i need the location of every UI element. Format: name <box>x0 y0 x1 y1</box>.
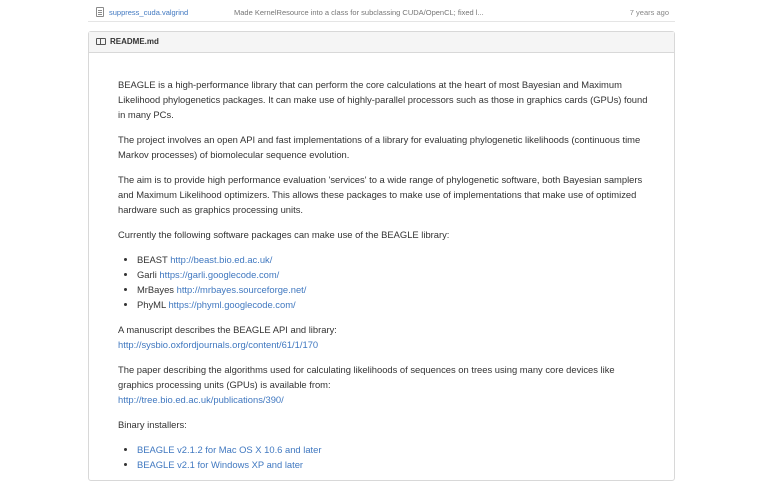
commit-age: 7 years ago <box>629 8 669 17</box>
paragraph-aim: The aim is to provide high performance evaluation 'services' to a wide range of phylogenetic software, both Bayesian samplers and Maximum Likelihood optimizers. This allows these packages to make use of implementations that make use of optimized hardware such as graphics processing units. <box>118 174 643 215</box>
paper-link[interactable]: http://tree.bio.ed.ac.uk/publications/390/ <box>118 394 284 405</box>
package-link[interactable]: https://garli.googlecode.com/ <box>159 269 280 280</box>
file-icon <box>96 7 104 17</box>
paragraph-manuscript <box>118 322 648 352</box>
package-name: BEAST <box>137 254 168 265</box>
paper-text: The paper describing the algorithms used for calculating likelihoods of sequences on trees using many core devices like graphics processing units (GPUs) is available from: <box>118 364 615 390</box>
list-item <box>137 442 648 457</box>
paragraph-intro: BEAGLE is a high-performance library that can perform the core calculations at the heart of most Bayesian and Maximum Likelihood phylogenetics packages. It can make use of highly-parallel processors such as those in graphics cards (GPUs) found in many PCs. <box>118 79 648 120</box>
package-link[interactable]: https://phyml.googlecode.com/ <box>168 299 296 310</box>
commit-message-link[interactable]: Made KernelResource into a class for subclassing CUDA/OpenCL; fixed l... <box>234 8 484 17</box>
manuscript-link[interactable]: http://sysbio.oxfordjournals.org/content/61/1/170 <box>118 339 319 350</box>
list-item <box>137 297 648 312</box>
divider <box>88 21 675 22</box>
file-row[interactable] <box>88 4 675 22</box>
list-item <box>137 282 648 297</box>
book-icon <box>96 38 106 45</box>
readme-panel <box>88 31 675 481</box>
paragraph-packages-intro: Currently the following software packages can make use of the BEAGLE library: <box>118 229 450 240</box>
paragraph-project: The project involves an open API and fast implementations of a library for evaluating phylogenetic likelihoods (continuous time Markov processes) of biomolecular sequence evolution. <box>118 134 641 160</box>
readme-title: README.md <box>110 37 159 46</box>
installers-list <box>118 442 648 472</box>
installer-link-windows[interactable]: BEAGLE v2.1 for Windows XP and later <box>137 459 304 470</box>
package-name: Garli <box>137 269 157 280</box>
package-link[interactable]: http://mrbayes.sourceforge.net/ <box>176 284 307 295</box>
installer-link-mac[interactable]: BEAGLE v2.1.2 for Mac OS X 10.6 and later <box>137 444 322 455</box>
packages-list <box>118 252 648 312</box>
paragraph-installers: Binary installers: <box>118 419 187 430</box>
list-item <box>137 252 648 267</box>
manuscript-text: A manuscript describes the BEAGLE API and library: <box>118 324 337 335</box>
package-name: PhyML <box>137 299 166 310</box>
file-name-link[interactable]: suppress_cuda.valgrind <box>109 8 189 17</box>
list-item <box>137 267 648 282</box>
package-link[interactable]: http://beast.bio.ed.ac.uk/ <box>170 254 273 265</box>
readme-header <box>89 32 674 53</box>
readme-content <box>118 77 648 482</box>
list-item <box>137 457 648 472</box>
paragraph-paper <box>118 362 648 407</box>
package-name: MrBayes <box>137 284 174 295</box>
